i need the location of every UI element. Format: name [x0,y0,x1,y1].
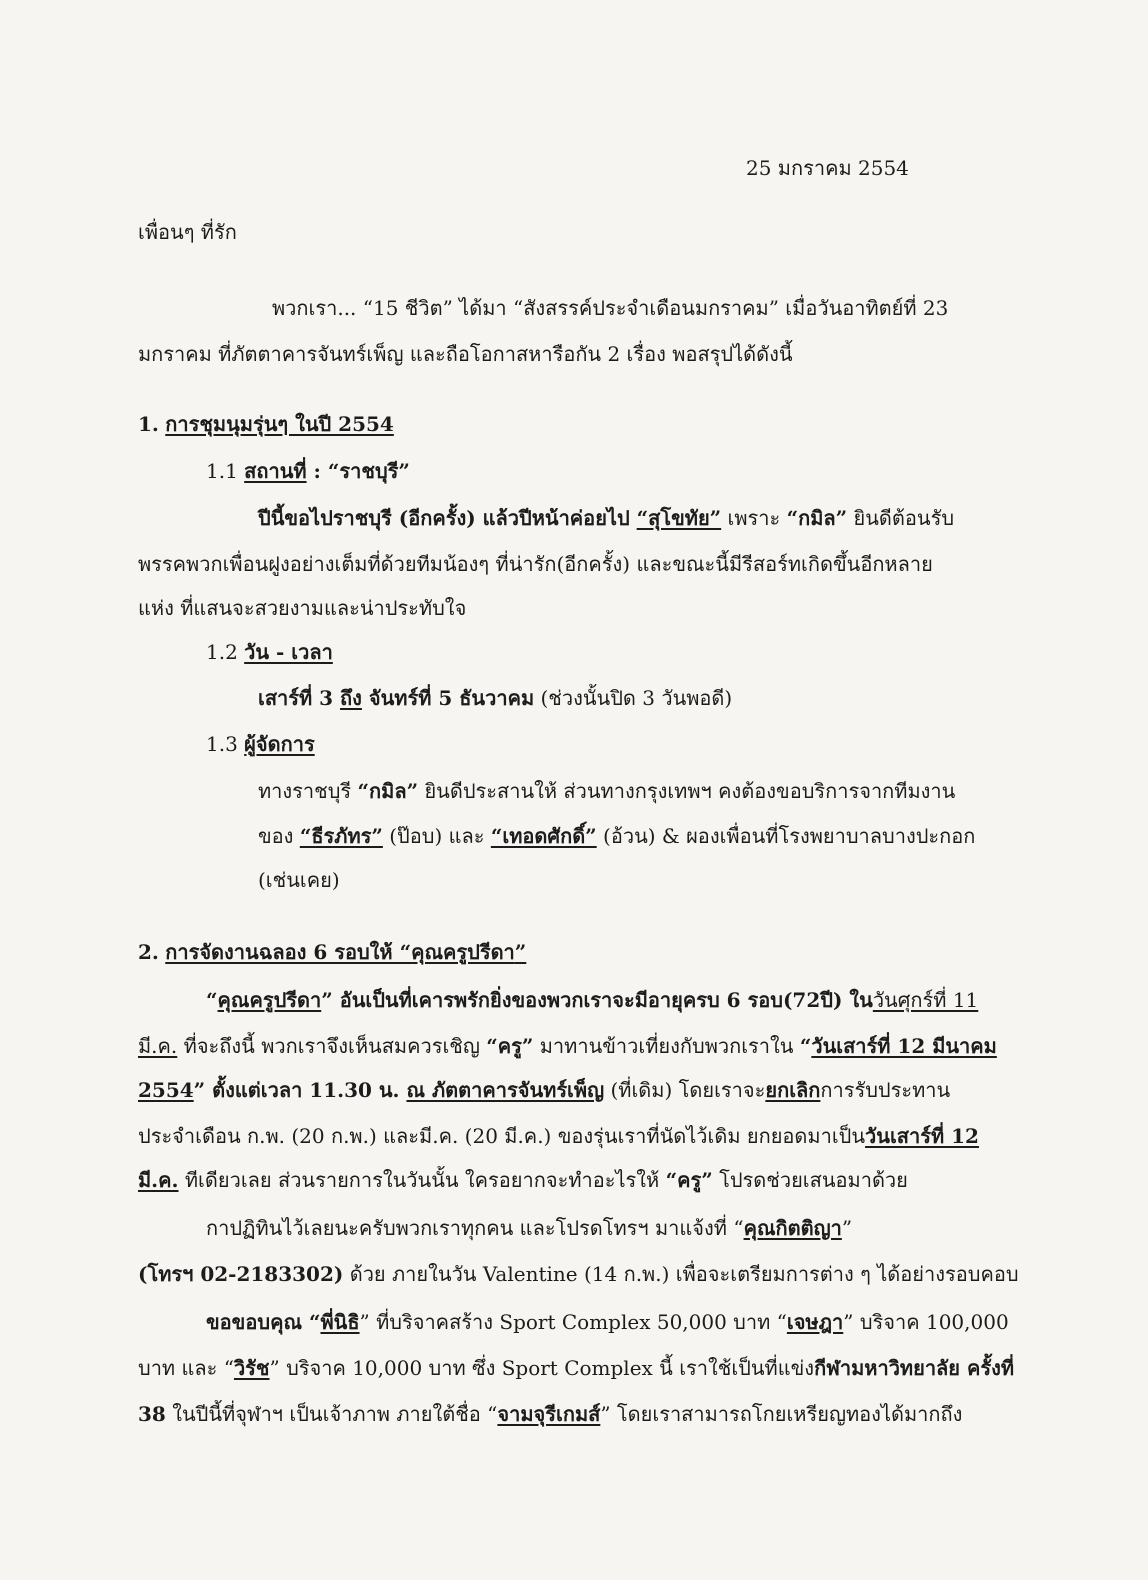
person-nithi: พี่นิธิ [320,1310,360,1334]
text-run: “ [799,1034,812,1058]
place-sukhothai: “สุโขทัย” [636,506,722,530]
person-therdsak: “เทอดศักดิ์” [490,824,597,848]
item-1-3-label: ผู้จัดการ [244,732,315,756]
sec2-para3-line-1 [206,1308,1009,1336]
text-run: ยินดีประสานให้ ส่วนทางกรุงเทพฯ คงต้องขอบริการจากทีมงาน [418,779,956,803]
person-theeraphat: “ธีรภัทร” [299,824,383,848]
text-run: ” ตั้งแต่เวลา 11.30 น. [193,1078,407,1102]
sec2-para1-line-2 [138,1032,997,1060]
text-run: ” [841,1216,853,1240]
section-2-heading [138,938,526,966]
person-kamin: “กมิล” [786,506,848,530]
item-1-1-line-1 [258,504,954,532]
text-run: “ [206,988,218,1012]
text-run: การรับประทาน [820,1078,951,1102]
item-1-1-heading [206,457,410,485]
item-1-2-number: 1.2 [206,640,238,664]
sec2-para1-line-3 [138,1076,950,1104]
text-run: ” บริจาค 100,000 [843,1310,1009,1334]
item-1-1-separator: : [306,459,328,483]
text-run: วันเสาร์ที่ 12 [865,1124,979,1148]
date-saturday-12: วันเสาร์ที่ 12 มีนาคม [811,1034,997,1058]
section-1-heading [138,410,394,438]
sec2-para3-line-3 [138,1400,962,1428]
salutation: เพื่อนๆ ที่รัก [138,220,237,244]
intro-line-1: พวกเรา... “15 ชีวิต” ได้มา “สังสรรค์ประจำเดือนมกราคม” เมื่อวันอาทิตย์ที่ 23 [272,296,949,320]
item-1-2-detail [258,684,732,712]
text-run: 2554 [138,1078,194,1102]
phone-number: (โทรฯ 02-2183302) [138,1262,344,1286]
section-2-title-a: การจัดงานฉลอง 6 รอบให้ “ [165,940,412,964]
item-1-3-line-2 [258,822,975,850]
text-run: โปรดช่วยเสนอมาด้วย [712,1168,908,1192]
text-run: เสาร์ที่ 3 [258,686,341,710]
item-1-1-line-3: แห่ง ที่แสนจะสวยงามและน่าประทับใจ [138,596,467,620]
sec2-para3-line-2 [138,1354,1014,1382]
text-run: มี.ค. [138,1168,179,1192]
sec2-para1-line-4 [138,1122,979,1150]
text-run: ที่จะถึงนี้ พวกเราจึงเห็นสมควรเชิญ [177,1034,487,1058]
date-friday-11: วันศุกร์ที่ 11 [872,988,979,1012]
sec2-para1-line-1 [206,986,978,1014]
section-1-title: การชุมนุมรุ่นๆ ในปี 2554 [165,412,394,436]
text-run: ถึง [340,686,362,710]
text-run: (ป๊อบ) และ [382,824,491,848]
person-jessada: เจษฎา [786,1310,844,1334]
text-run: ประจำเดือน ก.พ. (20 ก.พ.) และมี.ค. (20 มี.ค.) ของรุ่นเราที่นัดไว้เดิม ยกยอดมาเป็น [138,1124,866,1148]
item-1-3-number: 1.3 [206,732,238,756]
text-run: (อ้วน) & ผองเพื่อนที่โรงพยาบาลบางปะกอก [596,824,976,848]
text-run: (ที่เดิม) โดยเราจะ [604,1078,766,1102]
sec2-para2-line-2 [138,1260,1019,1288]
item-1-1-label: สถานที่ [244,459,307,483]
event-chamchuri-games: จามจุรีเกมส์ [497,1402,601,1426]
sec2-para2-line-1 [206,1214,852,1242]
item-1-2-label: วัน - เวลา [244,640,333,664]
section-1-number: 1. [138,412,159,436]
person-kittiya: คุณกิตติญา [743,1216,842,1240]
item-1-3-line-1 [258,777,955,805]
item-1-3-line-3: (เช่นเคย) [258,868,340,892]
text-run: (ช่วงนั้นปิด 3 วันพอดี) [534,686,733,710]
section-2-number: 2. [138,940,159,964]
section-2-title-c: ” [514,940,527,964]
text-run: ยกเลิก [765,1078,821,1102]
person-kamin: “กมิล” [357,779,419,803]
text-run: 38 [138,1402,166,1426]
venue: ณ ภัตตาคารจันทร์เพ็ญ [406,1078,605,1102]
text-run: ในปีนี้ที่จุฬาฯ เป็นเจ้าภาพ ภายใต้ชื่อ “ [165,1402,498,1426]
text-run: ทางราชบุรี [258,779,358,803]
item-1-1-line-2: พรรคพวกเพื่อนฝูงอย่างเต็มที่ด้วยทีมน้องๆ ที่น่ารัก(อีกครั้ง) และขณะนี้มีรีสอร์ทเกิดขึ้นอีกหลาย [138,552,933,576]
item-1-1-value: “ราชบุรี” [327,459,410,483]
text-run: ปีนี้ขอไปราชบุรี (อีกครั้ง) แล้วปีหน้าค่อยไป [258,506,637,530]
text-run: ยินดีต้อนรับ [847,506,955,530]
person-khru-preeda: คุณครูปรีดา [217,988,322,1012]
sec2-para1-line-5 [138,1166,908,1194]
text-run: มาทานข้าวเที่ยงกับพวกเราใน [533,1034,800,1058]
text-run: จันทร์ที่ 5 ธันวาคม [361,686,535,710]
text-run: ของ [258,824,300,848]
text-run: ” บริจาค 10,000 บาท ซึ่ง Sport Complex นี้ เราใช้เป็นที่แข่ง [269,1356,815,1380]
text-run: กีฬามหาวิทยาลัย ครั้งที่ [814,1356,1015,1380]
person-wirat: วิรัช [233,1356,270,1380]
text-run: ทีเดียวเลย ส่วนรายการในวันนั้น ใครอยากจะทำอะไรให้ [178,1168,666,1192]
text-run: “ครู” [486,1034,534,1058]
item-1-3-heading [206,730,315,758]
text-run: ” อันเป็นที่เคารพรักยิ่งของพวกเราจะมีอายุครบ 6 รอบ(72ปี) ใน [321,988,873,1012]
text-run: มี.ค. [138,1034,178,1058]
text-run: บาท และ “ [138,1356,234,1380]
item-1-1-number: 1.1 [206,459,238,483]
text-run: ” ที่บริจาคสร้าง Sport Complex 50,000 บาท “ [359,1310,787,1334]
text-run: ด้วย ภายในวัน Valentine (14 ก.พ.) เพื่อจะเตรียมการต่าง ๆ ได้อย่างรอบคอบ [343,1262,1019,1286]
item-1-2-heading [206,638,333,666]
text-run: ” โดยเราสามารถโกยเหรียญทองได้มากถึง [600,1402,963,1426]
text-run: เพราะ [721,506,787,530]
text-run: กาปฏิทินไว้เลยนะครับพวกเราทุกคน และโปรดโทรฯ มาแจ้งที่ “ [206,1216,744,1240]
text-run: ขอขอบคุณ “ [206,1310,321,1334]
intro-line-2: มกราคม ที่ภัตตาคารจันทร์เพ็ญ และถือโอกาสหารือกัน 2 เรื่อง พอสรุปได้ดังนี้ [138,342,793,366]
letter-date: 25 มกราคม 2554 [746,156,909,180]
text-run: “ครู” [665,1168,713,1192]
section-2-title-b: คุณครูปรีดา [411,940,515,964]
